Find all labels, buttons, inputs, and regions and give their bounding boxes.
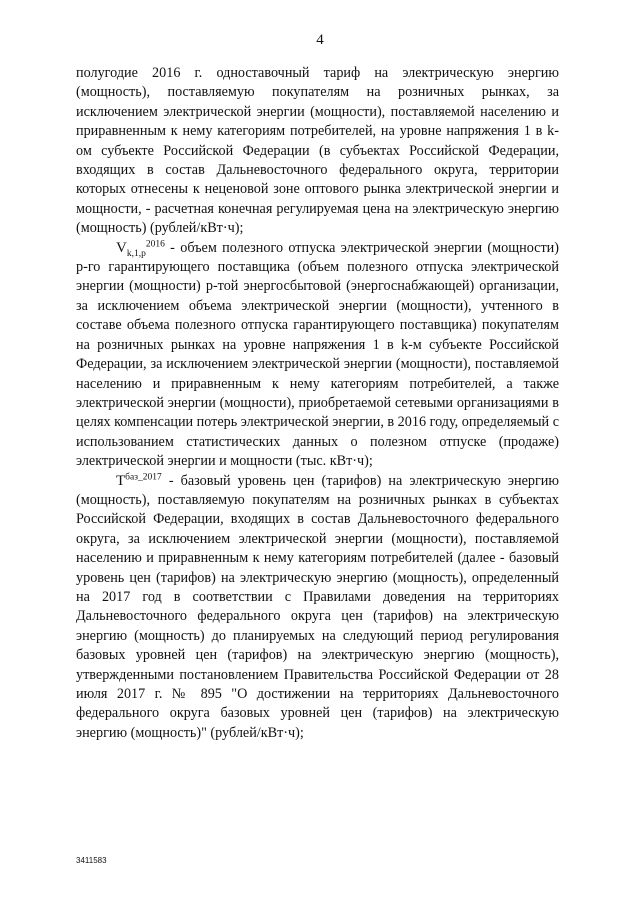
volume-definition-text: - объем полезного отпуска электрической энергии (мощности) p-го гарантирующего поставщика (объем полезного отпуска электрической энергии (мощности) p-той энергосбытовой (энергоснабжающей) организации, за исключением объема электрической энергии (мощности), учтенного в составе объема полезного отпуска гарантирующего поставщика) покупателям на розничных рынках на уровне напряжения 1 в k-м субъекте Российской Федерации, за исключением электрической энергии (мощности), поставляемой населению и приравненным к нему категориям потребителей, а также электрической энергии (мощности), приобретаемой сетевыми организациями в целях компенсации потерь электрической энергии, в 2016 году, определяемый с использованием статистических данных о полезном отпуске (продаже) электрической энергии и мощности (тыс. кВт·ч); <box>76 239 559 470</box>
paragraph-base-price-definition <box>76 472 559 744</box>
volume-symbol: V <box>116 239 127 256</box>
base-price-definition-text: - базовый уровень цен (тарифов) на электрическую энергию (мощность), поставляемую покупателям на розничных рынках в субъектах Российской Федерации, входящих в состав Дальневосточного федерального округа, за исключением электрической энергии (мощности), поставляемой населению и приравненным к нему категориям потребителей (далее - базовый уровень цен (тарифов) на электрическую энергию (мощность), определенный на 2017 год в соответствии с Правилами доведения на территориях Дальневосточного федерального округа цен (тарифов) на электрическую энергию (мощность) до планируемых на следующий период регулирования базовых уровней цен (тарифов) на электрическую энергию (мощность), утвержденными постановлением Правительства Российской Федерации от 28 июля 2017 г. № 895 "О достижении на территориях Дальневосточного федерального округа базовых уровней цен (тарифов) на электрическую энергию (мощность)" (рублей/кВт·ч); <box>76 472 559 741</box>
paragraph-tariff-definition: полугодие 2016 г. одноставочный тариф на электрическую энергию (мощность), поставляемую покупателям на розничных рынках, за исключением электрической энергии (мощности), поставляемой населению и приравненным к нему категориям потребителей, на уровне напряжения 1 в k-ом субъекте Российской Федерации (в субъектах Российской Федерации, входящих в состав Дальневосточного федерального округа, территории которых отнесены к неценовой зоне оптового рынка электрической энергии и мощности, - расчетная конечная регулируемая цена на электрическую энергию (мощность) (рублей/кВт·ч); <box>76 65 559 237</box>
document-code: 3411583 <box>76 856 107 865</box>
base-price-superscript: баз_2017 <box>125 471 162 482</box>
volume-subscript: k,1,p <box>126 248 146 259</box>
document-body <box>76 64 559 743</box>
page-number: 4 <box>316 32 324 48</box>
paragraph-volume-definition <box>76 239 559 472</box>
volume-superscript: 2016 <box>145 238 165 249</box>
base-price-symbol: T <box>116 472 126 489</box>
